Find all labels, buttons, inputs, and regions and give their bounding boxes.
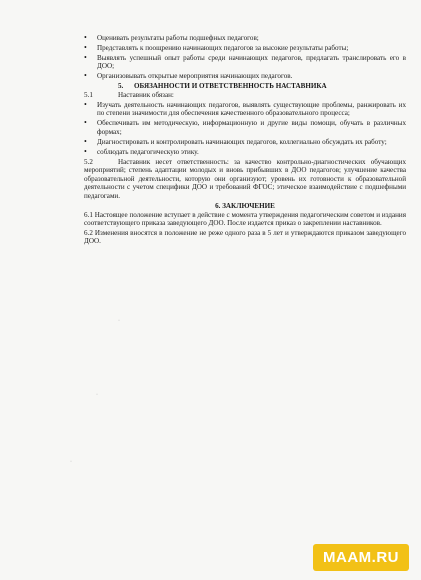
maam-watermark: MAAM.RU (313, 544, 409, 571)
section-5-number: 5. (118, 82, 124, 91)
clause-text: Наставник обязан: (118, 91, 174, 100)
bullet-icon: • (84, 136, 87, 146)
bullet-icon: • (84, 52, 87, 62)
document-page (84, 34, 406, 247)
bullet-icon: • (84, 118, 87, 128)
section-5-heading (84, 82, 406, 91)
clause-5-2 (84, 158, 406, 201)
list-item: • Выявлять успешный опыт работы среди начинающих педагогов, предлагать транслировать его в ДОО; (84, 52, 406, 71)
section-6-heading: 6. ЗАКЛЮЧЕНИЕ (215, 201, 275, 210)
clause-number: 5.1 (84, 91, 93, 100)
scan-speck: · (70, 459, 72, 465)
list-item: • Диагностировать и контролировать начинающих педагогов, коллегиально обсуждать их работу; (84, 136, 387, 146)
clause-number: 5.2 (84, 157, 93, 166)
bullet-icon: • (84, 71, 87, 81)
list-item: • Организовывать открытые мероприятия начинающих педагогов. (84, 71, 293, 81)
clause-6-1: 6.1 Настоящее положение вступает в действие с момента утверждения педагогическим советом и издания соответствующего приказа заведующего ДОО. После издается приказ о закреплении наставников. (84, 210, 406, 228)
scan-speck: · (96, 392, 98, 398)
scan-speck: · (118, 318, 120, 324)
list-item: • Изучать деятельность начинающих педагогов, выявлять существующие проблемы, ранжировать их по степени значимости для обеспечения качественного образовательного процесса; (84, 99, 406, 118)
section-5-title: ОБЯЗАННОСТИ И ОТВЕТСТВЕННОСТЬ НАСТАВНИКА (133, 82, 327, 91)
list-item: • Оценивать результаты работы подшефных педагогов; (84, 33, 259, 42)
list-item: • Представлять к поощрению начинающих педагогов за высокие результаты работы; (84, 42, 349, 52)
clause-text: Наставник несет ответственность: за качество контрольно-диагностических обучающих мероприятий; степень адаптации молодых и вновь прибывших в ДОО педагогов; улучшение качества образовательной деятельности, которую они организуют; уровень их готовности к образовательной деятельности с учетом специфики ДОО и требований ФГОС; этическое взаимодействие с подшефными педагогами. (84, 157, 406, 200)
clause-6-2: 6.2 Изменения вносятся в положение не реже одного раза в 5 лет и утверждаются приказом заведующего ДОО. (84, 228, 406, 246)
bullet-icon: • (84, 99, 87, 109)
bullet-icon: • (84, 146, 87, 156)
clause-5-1 (84, 91, 406, 100)
list-item: • соблюдать педагогическую этику. (84, 146, 199, 156)
bullet-icon: • (84, 33, 87, 42)
bullet-icon: • (84, 42, 87, 52)
list-item: • Обеспечивать им методическую, информационную и другие виды помощи, обучать в различных формах; (84, 118, 406, 136)
